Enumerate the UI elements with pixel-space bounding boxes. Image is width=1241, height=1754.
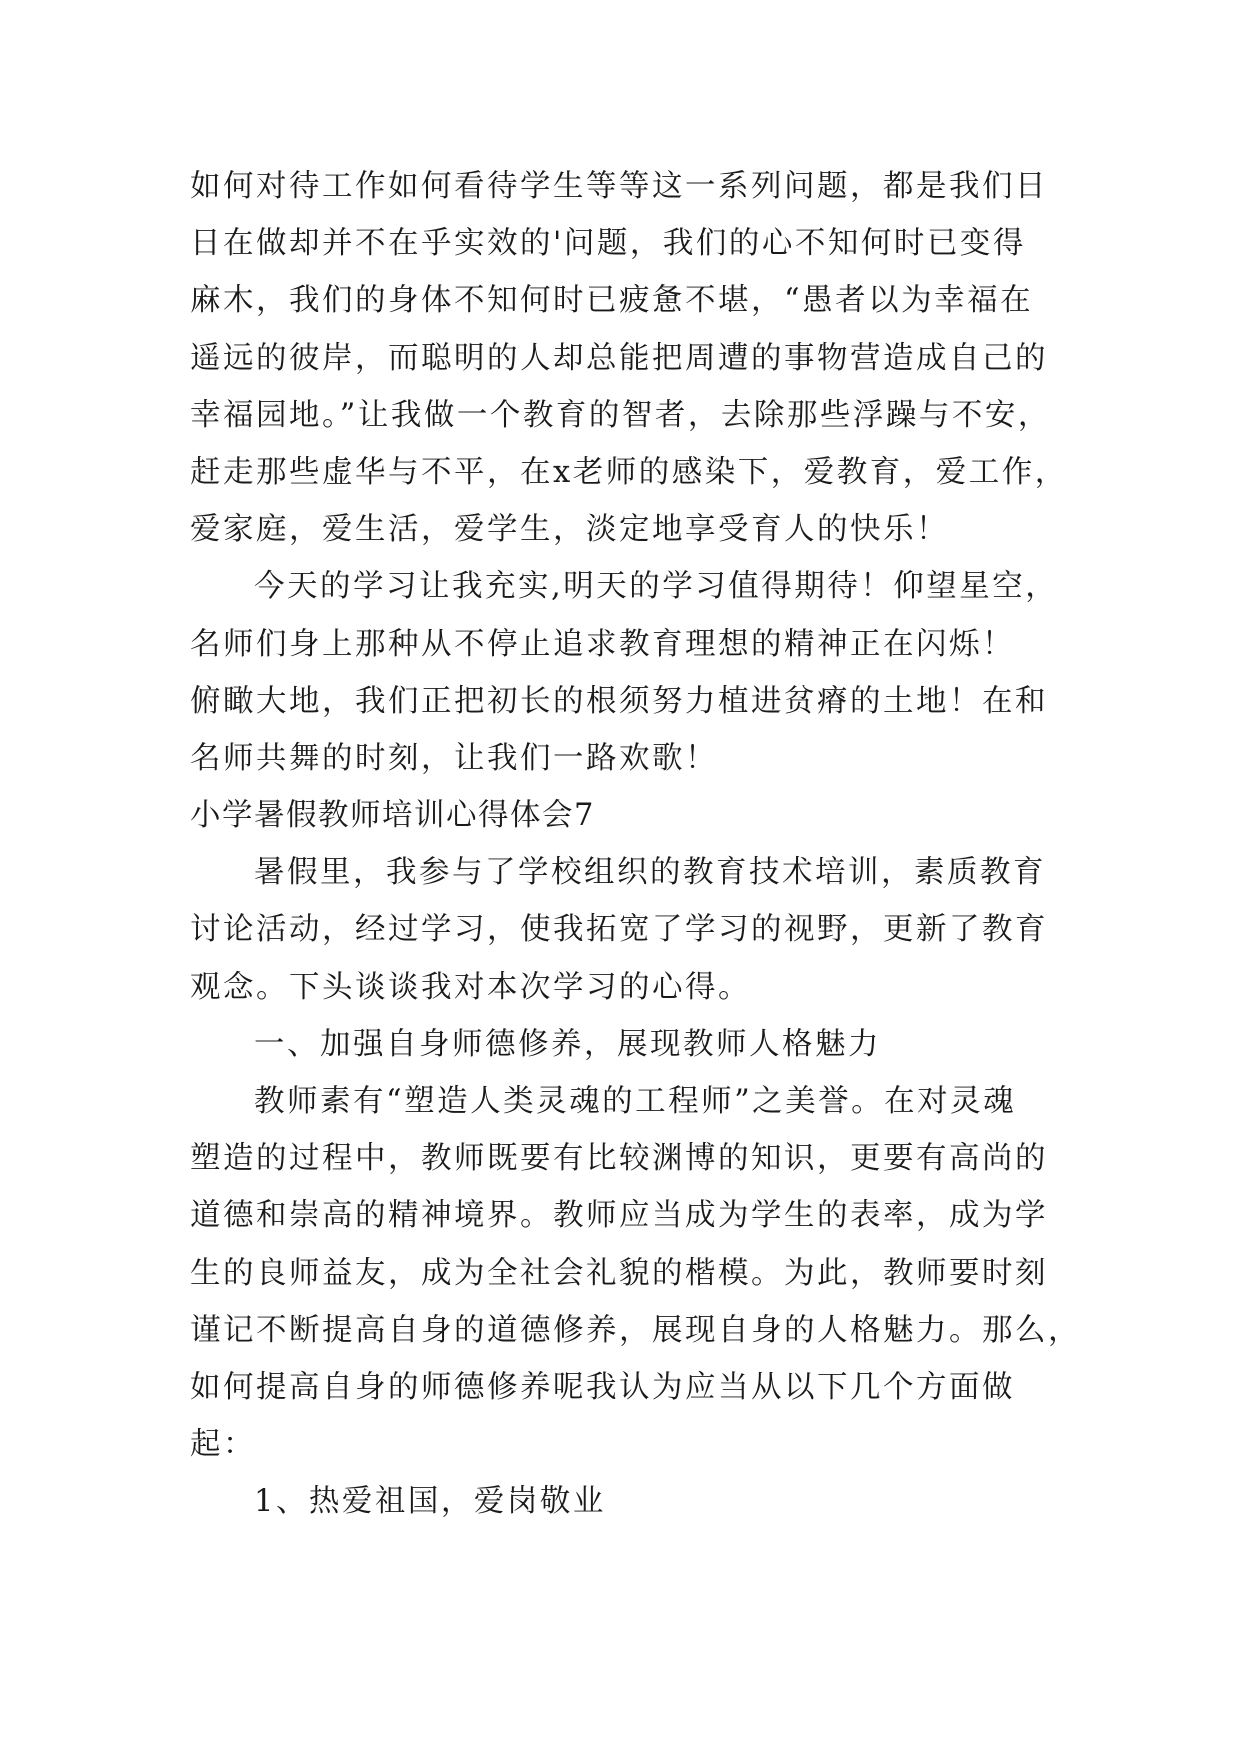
text-line: 道德和崇高的精神境界。教师应当成为学生的表率，成为学 xyxy=(190,1198,1048,1234)
paragraph-start-line: 今天的学习让我充实,明天的学习值得期待！仰望星空， xyxy=(254,569,1059,605)
text-line: 塑造的过程中，教师既要有比较渊博的知识，更要有高尚的 xyxy=(190,1141,1048,1177)
text-line: 生的良师益友，成为全社会礼貌的楷模。为此，教师要时刻 xyxy=(190,1255,1048,1291)
text-line: 幸福园地。”让我做一个教育的智者，去除那些浮躁与不安， xyxy=(190,397,1051,433)
text-line: 麻木，我们的身体不知何时已疲惫不堪，“愚者以为幸福在 xyxy=(190,283,1034,319)
text-line: 谨记不断提高自身的道德修养，展现自身的人格魅力。那么， xyxy=(190,1312,1081,1348)
text-line: 赶走那些虚华与不平，在x老师的感染下，爱教育，爱工作， xyxy=(190,454,1068,490)
section-title: 小学暑假教师培训心得体会7 xyxy=(190,798,595,834)
text-line: 如何提高自身的师德修养呢我认为应当从以下几个方面做 xyxy=(190,1369,1015,1405)
text-line: 爱家庭，爱生活，爱学生，淡定地享受育人的快乐！ xyxy=(190,512,949,548)
text-line: 日在做却并不在乎实效的'问题，我们的心不知何时已变得 xyxy=(190,226,1026,262)
text-line: 俯瞰大地，我们正把初长的根须努力植进贫瘠的土地！在和 xyxy=(190,683,1048,719)
text-line: 观念。下头谈谈我对本次学习的心得。 xyxy=(190,969,751,1005)
text-line: 讨论活动，经过学习，使我拓宽了学习的视野，更新了教育 xyxy=(190,912,1048,948)
text-line: 名师共舞的时刻，让我们一路欢歌！ xyxy=(190,740,718,776)
text-line: 如何对待工作如何看待学生等等这一系列问题，都是我们日 xyxy=(190,169,1048,204)
document-body xyxy=(190,158,1081,1531)
text-line: 遥远的彼岸，而聪明的人却总能把周遭的事物营造成自己的 xyxy=(190,340,1048,376)
text-line: 起： xyxy=(190,1427,256,1463)
text-line: 名师们身上那种从不停止追求教育理想的精神正在闪烁！ xyxy=(190,626,1015,662)
subheading: 一、加强自身师德修养，展现教师人格魅力 xyxy=(254,1026,881,1062)
paragraph-start-line: 教师素有“塑造人类灵魂的工程师”之美誉。在对灵魂 xyxy=(254,1084,1017,1119)
list-item: 1、热爱祖国，爱岗敬业 xyxy=(254,1484,606,1520)
paragraph-start-line: 暑假里，我参与了学校组织的教育技术培训，素质教育 xyxy=(254,855,1046,891)
